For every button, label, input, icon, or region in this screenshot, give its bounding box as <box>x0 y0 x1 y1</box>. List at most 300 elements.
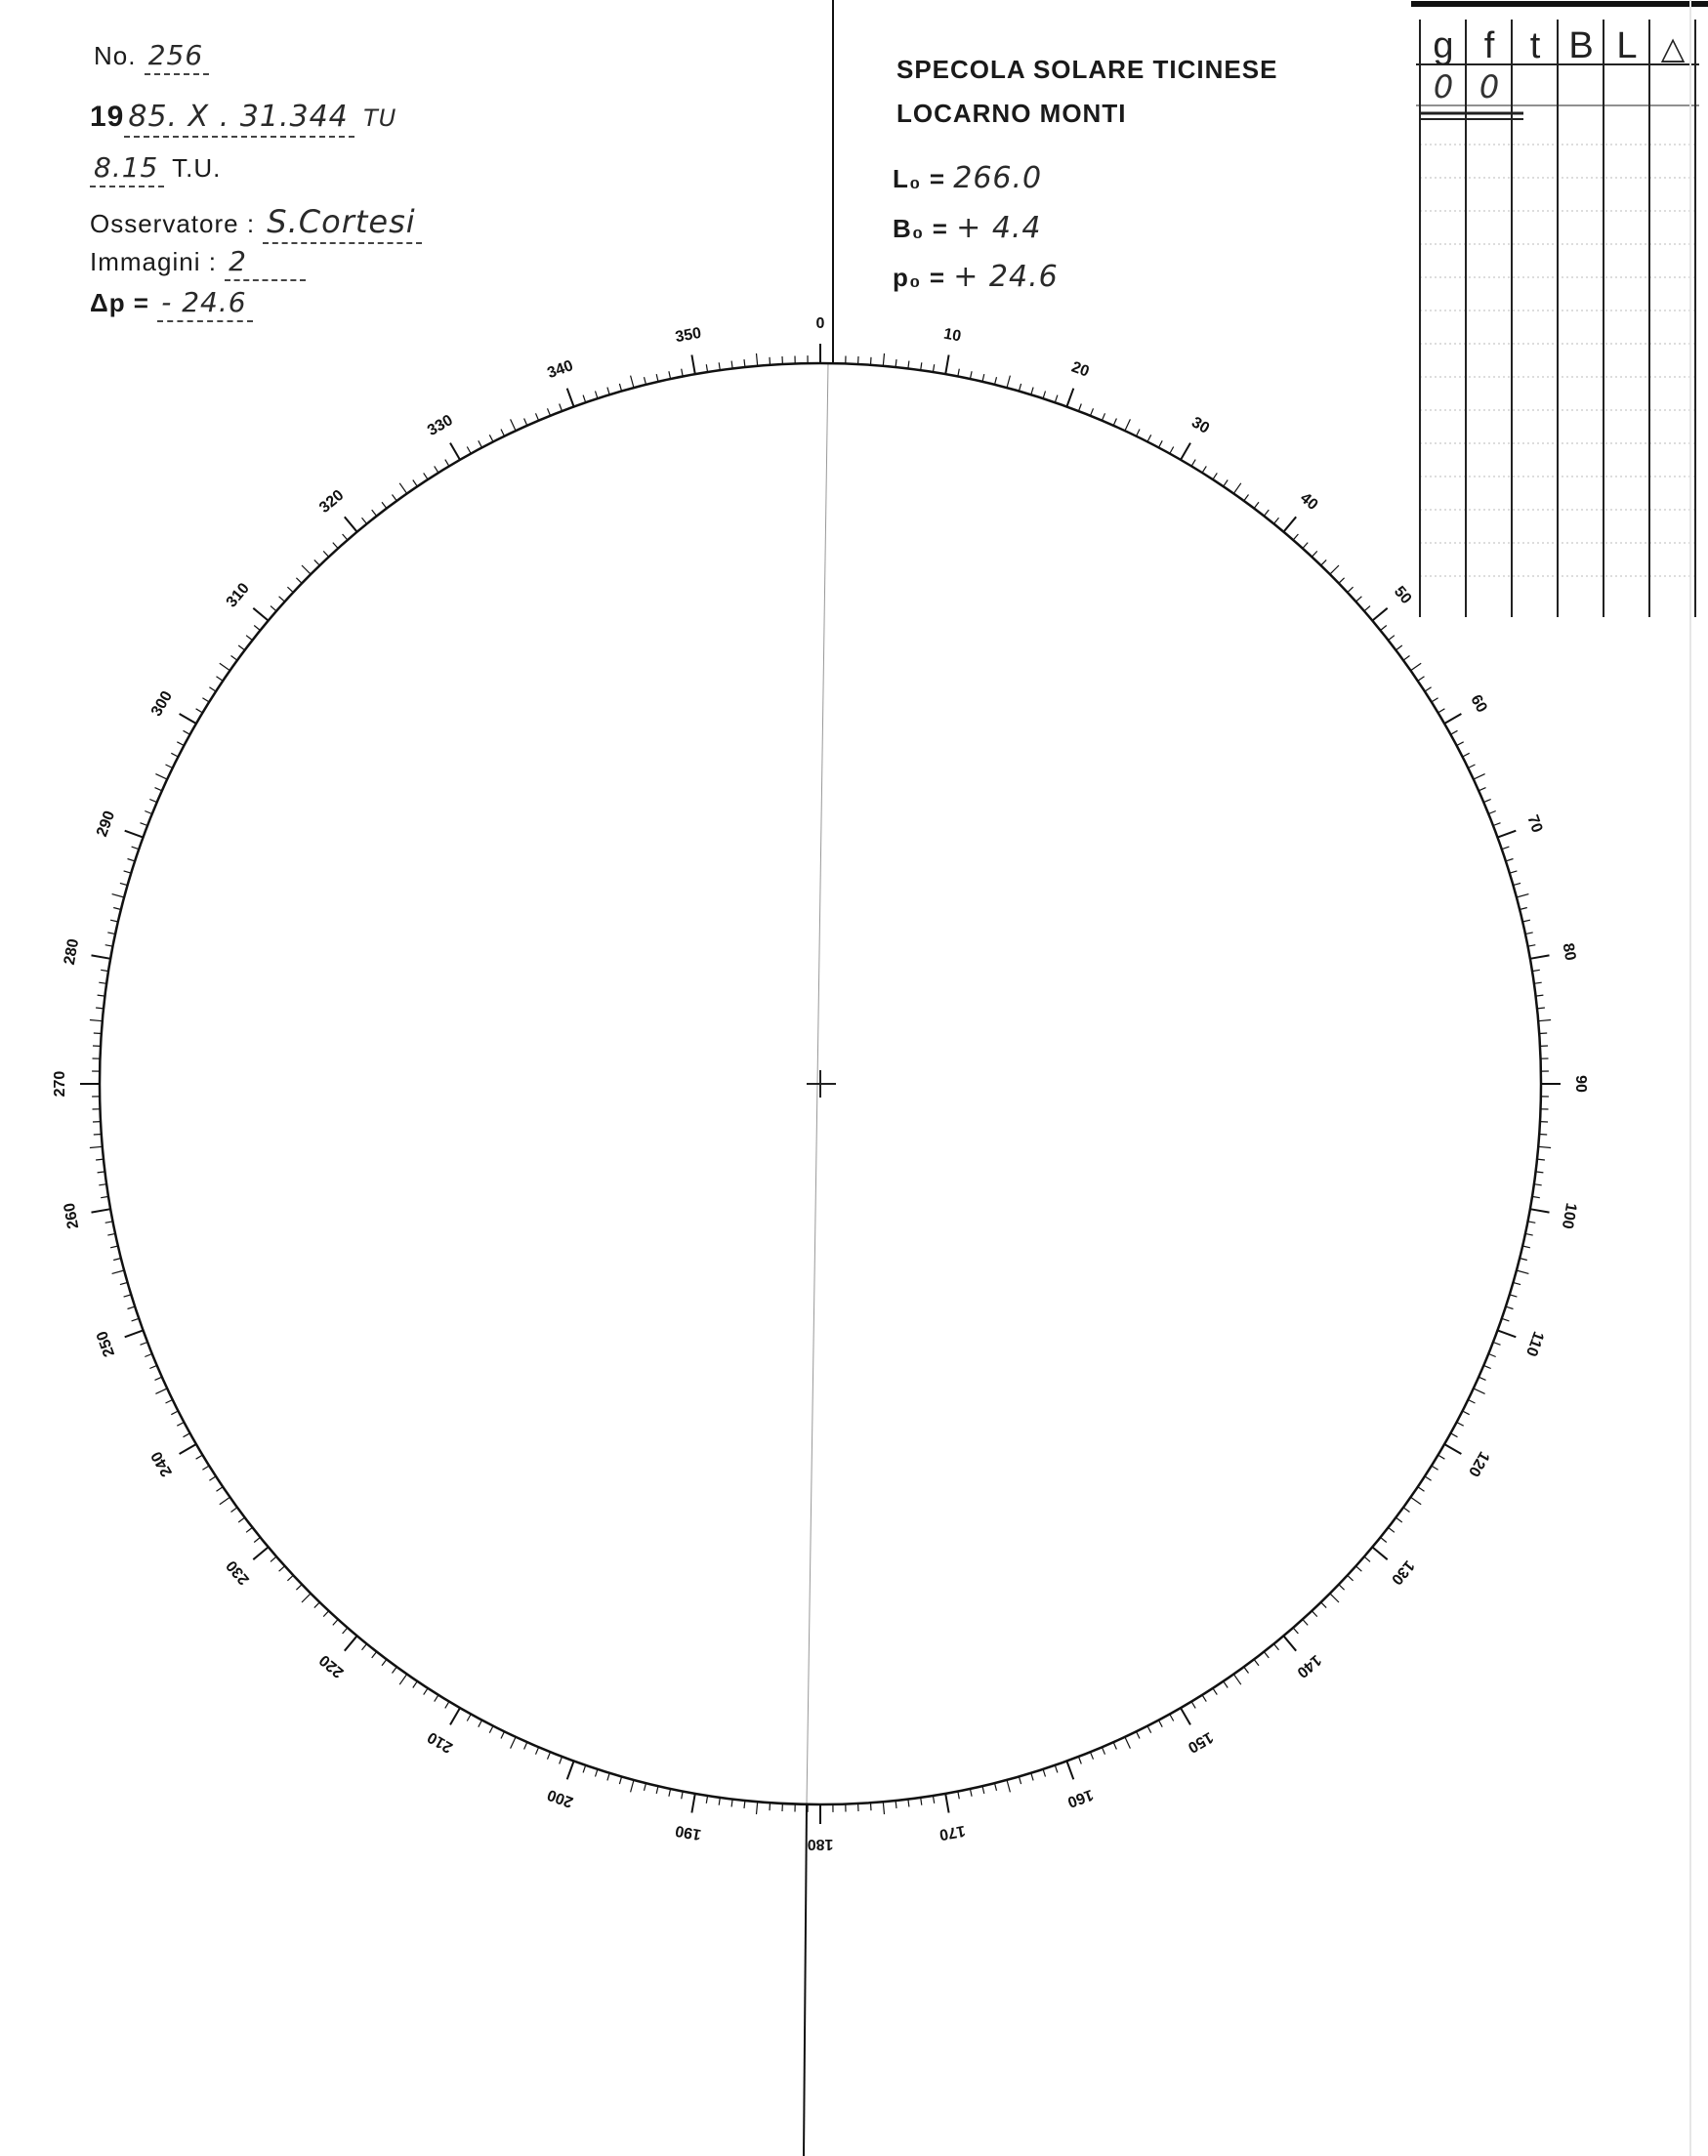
degree-tick <box>120 883 128 885</box>
degree-tick <box>631 376 634 389</box>
degree-tick <box>1403 1508 1409 1513</box>
degree-tick <box>567 1762 574 1780</box>
degree-tick <box>180 714 196 724</box>
degree-tick <box>1498 831 1517 838</box>
degree-tick <box>908 361 909 369</box>
degree-tick <box>435 466 438 473</box>
degree-tick <box>149 800 156 803</box>
degree-tick <box>1191 1702 1195 1709</box>
degree-label-310: 310 <box>223 580 253 611</box>
date-suffix: TU <box>363 104 397 132</box>
degree-tick <box>196 1455 203 1459</box>
degree-tick <box>184 1433 190 1437</box>
degree-label-120: 120 <box>1464 1448 1493 1479</box>
degree-tick <box>1527 945 1535 947</box>
degree-tick <box>1233 1675 1241 1685</box>
degree-tick <box>871 357 872 365</box>
degree-tick <box>656 1786 658 1794</box>
degree-tick <box>1502 847 1510 850</box>
degree-tick <box>202 698 209 702</box>
degree-tick <box>271 1556 276 1561</box>
degree-tick <box>382 502 387 508</box>
degree-label-210: 210 <box>425 1727 456 1757</box>
degree-tick <box>1418 1487 1425 1492</box>
degree-tick <box>1079 1757 1082 1764</box>
degree-label-0: 0 <box>815 315 825 333</box>
degree-tick <box>1303 543 1308 549</box>
degree-tick <box>1537 1008 1545 1009</box>
degree-tick <box>1007 1780 1010 1793</box>
degree-tick <box>1432 1466 1438 1470</box>
degree-tick <box>125 1330 144 1337</box>
degree-tick <box>124 1295 132 1297</box>
degree-tick <box>511 1737 517 1749</box>
degree-tick <box>744 1801 745 1808</box>
degree-tick <box>110 920 118 922</box>
delta-p-label: Δp = <box>90 288 149 317</box>
col-L: L <box>1616 25 1638 66</box>
degree-tick <box>107 1233 115 1235</box>
degree-tick <box>1463 1411 1470 1415</box>
degree-tick <box>1043 392 1045 399</box>
degree-tick <box>1147 435 1151 441</box>
institution-line1: SPECOLA SOLARE TICINESE <box>896 55 1278 84</box>
degree-tick <box>393 495 397 501</box>
degree-tick <box>1355 1566 1361 1571</box>
degree-label-290: 290 <box>94 808 119 840</box>
degree-tick <box>343 1628 348 1634</box>
degree-tick <box>98 995 105 996</box>
degree-tick <box>479 1721 482 1727</box>
degree-tick <box>921 1798 922 1805</box>
degree-tick <box>757 1802 758 1814</box>
degree-tick <box>99 1184 106 1185</box>
P0-value: + 24.6 <box>953 260 1059 294</box>
degree-tick <box>1537 1159 1545 1160</box>
degree-tick <box>238 645 244 650</box>
degree-tick <box>1520 1259 1527 1261</box>
degree-tick <box>1043 1769 1045 1777</box>
degree-tick <box>1066 389 1073 407</box>
degree-tick <box>1019 384 1021 392</box>
degree-tick <box>220 663 230 671</box>
degree-tick <box>94 1033 102 1034</box>
degree-tick <box>155 774 167 780</box>
degree-tick <box>1312 551 1317 557</box>
degree-tick <box>1170 1715 1174 1721</box>
degree-tick <box>314 560 320 565</box>
degree-label-40: 40 <box>1296 489 1321 515</box>
degree-tick <box>362 1644 367 1650</box>
degree-tick <box>1102 413 1104 420</box>
degree-tick <box>1483 1365 1490 1368</box>
institution-line2: LOCARNO MONTI <box>896 99 1127 128</box>
degree-tick <box>1339 1585 1345 1591</box>
degree-tick <box>314 1602 320 1608</box>
degree-tick <box>110 1246 118 1248</box>
degree-tick <box>645 377 646 385</box>
degree-tick <box>101 1196 108 1197</box>
degree-label-220: 220 <box>316 1651 348 1681</box>
degree-tick <box>1330 565 1339 574</box>
degree-tick <box>105 945 113 947</box>
degree-tick <box>217 677 224 682</box>
degree-tick <box>98 1172 105 1173</box>
observer-value: S.Cortesi <box>263 203 421 244</box>
degree-tick <box>970 371 972 379</box>
degree-label-110: 110 <box>1521 1329 1547 1359</box>
degree-tick <box>958 1791 960 1799</box>
degree-tick <box>1202 466 1206 473</box>
degree-tick <box>450 443 460 460</box>
degree-tick <box>770 357 771 365</box>
degree-tick <box>1137 430 1141 436</box>
degree-tick <box>1091 1752 1094 1759</box>
degree-tick <box>1522 920 1530 922</box>
degree-tick <box>596 1769 598 1777</box>
degree-tick <box>1031 388 1033 395</box>
degree-tick <box>1055 395 1058 403</box>
degree-label-180: 180 <box>807 1835 834 1852</box>
degree-label-280: 280 <box>61 937 83 967</box>
degree-tick <box>1102 1747 1104 1754</box>
degree-label-160: 160 <box>1064 1785 1096 1810</box>
degree-tick <box>424 1688 428 1695</box>
degree-tick <box>435 1695 438 1702</box>
degree-tick <box>1224 1681 1229 1688</box>
degree-tick <box>656 374 658 382</box>
degree-label-250: 250 <box>94 1328 119 1359</box>
degree-tick <box>1283 1636 1296 1650</box>
degree-tick <box>96 1008 104 1009</box>
degree-tick <box>399 1675 407 1685</box>
degree-tick <box>706 364 707 372</box>
degree-tick <box>166 1400 173 1404</box>
degree-tick <box>1372 1547 1387 1559</box>
degree-tick <box>1534 1184 1542 1185</box>
degree-tick <box>246 1527 252 1532</box>
degree-tick <box>1502 1318 1510 1321</box>
degree-tick <box>1273 518 1278 523</box>
degree-tick <box>1191 460 1195 467</box>
degree-tick <box>296 1585 302 1591</box>
degree-tick <box>1444 714 1461 724</box>
degree-tick <box>1396 1517 1401 1522</box>
degree-tick <box>536 413 539 420</box>
bottom-axis-line <box>804 1804 807 2156</box>
degree-label-90: 90 <box>1571 1075 1589 1093</box>
degree-tick <box>92 955 111 958</box>
degree-tick <box>1488 1354 1495 1357</box>
images-label: Immagini : <box>90 247 217 276</box>
degree-tick <box>333 1619 338 1625</box>
degree-tick <box>995 1783 997 1791</box>
degree-tick <box>1479 788 1485 791</box>
col-t: t <box>1529 25 1541 66</box>
delta-p-value: - 24.6 <box>157 286 252 322</box>
degree-tick <box>424 473 428 479</box>
degree-tick <box>112 1270 125 1273</box>
degree-tick <box>1538 1146 1551 1147</box>
degree-tick <box>1125 1737 1131 1749</box>
degree-tick <box>669 371 671 379</box>
degree-tick <box>99 982 106 983</box>
degree-tick <box>171 753 178 757</box>
degree-tick <box>1468 1400 1475 1404</box>
degree-tick <box>94 1135 102 1136</box>
degree-tick <box>399 483 407 494</box>
degree-tick <box>132 1318 140 1321</box>
L0-label: L₀ = <box>893 164 946 193</box>
degree-tick <box>995 377 997 385</box>
degree-tick <box>1488 811 1495 814</box>
degree-tick <box>719 1798 720 1805</box>
degree-label-230: 230 <box>223 1556 253 1588</box>
degree-tick <box>511 419 517 431</box>
degree-tick <box>1254 502 1259 508</box>
degree-tick <box>1510 1295 1518 1297</box>
degree-tick <box>467 1715 471 1721</box>
cell-g-value: 0 <box>1433 68 1454 105</box>
degree-tick <box>1493 1343 1501 1346</box>
degree-label-170: 170 <box>937 1821 967 1844</box>
degree-label-20: 20 <box>1068 358 1092 381</box>
degree-tick <box>467 447 471 454</box>
degree-tick <box>1389 636 1395 641</box>
degree-tick <box>1527 1222 1535 1223</box>
degree-tick <box>141 1343 148 1346</box>
degree-tick <box>112 894 125 897</box>
degree-tick <box>908 1800 909 1807</box>
degree-tick <box>958 369 960 377</box>
degree-tick <box>933 364 934 372</box>
degree-tick <box>220 1497 230 1505</box>
degree-tick <box>209 687 216 691</box>
degree-label-330: 330 <box>425 411 456 440</box>
degree-tick <box>1348 587 1354 593</box>
degree-tick <box>871 1803 872 1810</box>
degree-label-350: 350 <box>674 324 703 347</box>
degree-tick <box>945 1794 948 1813</box>
degree-label-320: 320 <box>316 486 348 517</box>
degree-tick <box>120 1282 128 1284</box>
degree-tick <box>333 543 338 549</box>
date-value: 85. X . 31.344 <box>124 100 354 138</box>
cell-f-value: 0 <box>1479 68 1500 105</box>
degree-label-240: 240 <box>147 1448 177 1479</box>
degree-tick <box>196 709 203 713</box>
degree-tick <box>1066 1762 1073 1780</box>
degree-tick <box>393 1667 397 1673</box>
degree-tick <box>1244 1667 1249 1673</box>
degree-tick <box>1293 534 1298 540</box>
degree-tick <box>970 1789 972 1797</box>
degree-tick <box>413 480 418 487</box>
degree-tick <box>489 1726 493 1733</box>
degree-tick <box>445 460 449 467</box>
degree-tick <box>231 1508 237 1513</box>
degree-tick <box>1055 1765 1058 1773</box>
degree-tick <box>125 831 144 838</box>
degree-tick <box>1444 1444 1461 1454</box>
degree-label-30: 30 <box>1188 414 1213 437</box>
degree-tick <box>238 1517 244 1522</box>
degree-tick <box>501 430 505 436</box>
degree-tick <box>1321 560 1327 565</box>
degree-label-190: 190 <box>674 1821 703 1844</box>
degree-tick <box>217 1487 224 1492</box>
number-label: No. <box>94 41 137 70</box>
degree-tick <box>1007 376 1010 389</box>
degree-label-140: 140 <box>1293 1651 1324 1681</box>
degree-tick <box>1303 1619 1308 1625</box>
degree-tick <box>1233 483 1241 494</box>
degree-tick <box>1468 765 1475 768</box>
date-printed-prefix: 19 <box>90 101 125 133</box>
degree-tick <box>567 389 574 407</box>
degree-tick <box>1403 656 1409 661</box>
degree-tick <box>1381 626 1387 631</box>
degree-tick <box>1530 1209 1550 1212</box>
degree-tick <box>287 1575 293 1581</box>
degree-tick <box>757 353 758 366</box>
P0-label: p₀ = <box>893 263 946 292</box>
degree-tick <box>1536 995 1544 996</box>
degree-tick <box>372 1652 377 1658</box>
degree-tick <box>145 1354 151 1357</box>
degree-tick <box>254 626 260 631</box>
degree-tick <box>382 1659 387 1665</box>
observer-label: Osservatore : <box>90 209 256 238</box>
degree-tick <box>619 1776 621 1784</box>
degree-tick <box>345 1636 357 1650</box>
degree-tick <box>177 742 184 746</box>
degree-tick <box>155 1389 167 1394</box>
degree-tick <box>107 933 115 934</box>
degree-tick <box>1364 1556 1370 1561</box>
degree-tick <box>1530 955 1550 958</box>
degree-tick <box>1159 440 1163 447</box>
degree-tick <box>1264 510 1269 516</box>
degree-tick <box>287 587 293 593</box>
degree-label-80: 80 <box>1559 941 1579 963</box>
degree-tick <box>1432 698 1438 702</box>
degree-tick <box>1506 1306 1514 1308</box>
degree-label-100: 100 <box>1558 1201 1580 1230</box>
degree-tick <box>1525 933 1533 934</box>
number-value: 256 <box>145 39 209 75</box>
degree-tick <box>1389 1527 1395 1532</box>
degree-tick <box>921 362 922 370</box>
degree-tick <box>1364 606 1370 611</box>
degree-tick <box>323 1611 329 1617</box>
degree-label-260: 260 <box>61 1201 83 1230</box>
degree-tick <box>1372 608 1387 621</box>
degree-tick <box>548 1752 551 1759</box>
degree-tick <box>479 440 482 447</box>
degree-tick <box>669 1789 671 1797</box>
degree-tick <box>254 1537 260 1542</box>
degree-tick <box>1520 908 1527 910</box>
degree-label-70: 70 <box>1523 812 1546 836</box>
degree-tick <box>92 1209 111 1212</box>
degree-tick <box>883 353 884 366</box>
degree-tick <box>1538 1020 1551 1021</box>
col-f: f <box>1483 25 1495 66</box>
L0-value: 266.0 <box>953 161 1043 195</box>
degree-tick <box>372 510 377 516</box>
degree-tick <box>1137 1731 1141 1738</box>
degree-tick <box>246 636 252 641</box>
degree-tick <box>706 1796 707 1804</box>
degree-tick <box>945 355 948 375</box>
degree-label-150: 150 <box>1185 1727 1216 1757</box>
degree-tick <box>231 656 237 661</box>
degree-tick <box>1510 871 1518 873</box>
degree-tick <box>302 565 311 574</box>
degree-tick <box>682 369 684 377</box>
degree-tick <box>128 1306 136 1308</box>
degree-tick <box>982 374 984 382</box>
degree-tick <box>296 578 302 584</box>
degree-tick <box>1244 495 1249 501</box>
degree-label-270: 270 <box>52 1070 69 1098</box>
degree-tick <box>1113 419 1116 426</box>
degree-label-130: 130 <box>1388 1556 1418 1588</box>
degree-tick <box>1091 408 1094 415</box>
degree-tick <box>1283 517 1296 531</box>
degree-tick <box>149 1365 156 1368</box>
degree-tick <box>548 408 551 415</box>
degree-tick <box>1293 1628 1298 1634</box>
degree-tick <box>731 1800 732 1807</box>
col-g: g <box>1433 25 1454 66</box>
degree-tick <box>1181 1708 1190 1724</box>
degree-tick <box>731 361 732 369</box>
degree-tick <box>770 1803 771 1810</box>
B0-value: + 4.4 <box>956 211 1042 245</box>
degree-tick <box>155 788 162 791</box>
degree-tick <box>141 823 148 826</box>
degree-tick <box>132 847 140 850</box>
degree-tick <box>1170 447 1174 454</box>
degree-tick <box>1493 823 1501 826</box>
degree-tick <box>1330 1594 1339 1602</box>
degree-tick <box>1522 1246 1530 1248</box>
degree-tick <box>691 355 694 375</box>
degree-tick <box>607 1773 609 1781</box>
degree-tick <box>1517 894 1529 897</box>
degree-tick <box>323 551 329 557</box>
degree-tick <box>166 765 173 768</box>
degree-tick <box>1202 1695 1206 1702</box>
degree-tick <box>1113 1742 1116 1749</box>
degree-tick <box>445 1702 449 1709</box>
degree-tick <box>1273 1644 1278 1650</box>
degree-tick <box>253 1547 268 1559</box>
degree-tick <box>450 1708 460 1724</box>
degree-tick <box>202 1466 209 1470</box>
degree-tick <box>184 730 190 734</box>
degree-tick <box>489 435 493 441</box>
degree-tick <box>1457 1423 1464 1427</box>
degree-tick <box>113 908 121 910</box>
degree-tick <box>583 1765 586 1773</box>
degree-tick <box>1451 1433 1458 1437</box>
degree-label-340: 340 <box>545 357 576 383</box>
degree-tick <box>1381 1537 1387 1542</box>
degree-tick <box>536 1747 539 1754</box>
